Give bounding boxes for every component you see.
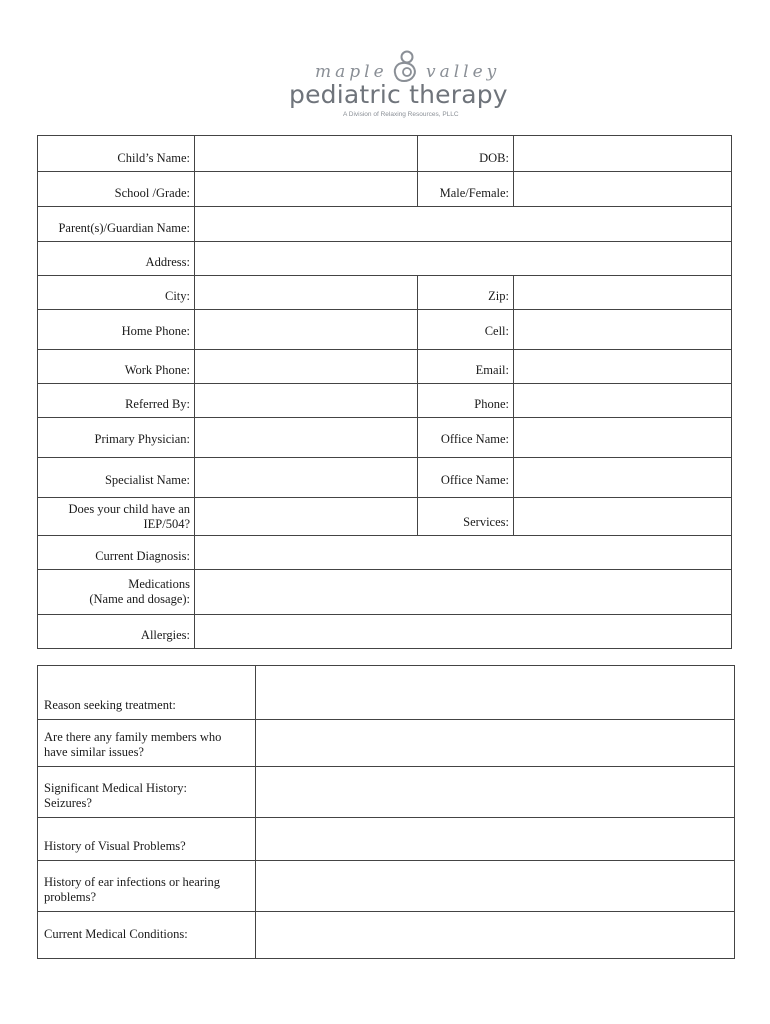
current-diagnosis-field[interactable] — [195, 536, 732, 570]
office-name-label: Office Name: — [418, 418, 514, 458]
phone-label: Phone: — [418, 384, 514, 418]
school-grade-label: School /Grade: — [38, 172, 195, 207]
services-label: Services: — [418, 498, 514, 536]
family-label-line1: Are there any family members who — [44, 730, 222, 744]
logo-word-maple: maple — [315, 62, 388, 82]
cell-field[interactable] — [514, 310, 732, 350]
medical-label-line1: Significant Medical History: — [44, 781, 188, 795]
row-home-phone — [38, 310, 732, 350]
medications-field[interactable] — [195, 570, 732, 615]
medications-label-line1: Medications — [128, 577, 190, 591]
ear-label-line2: problems? — [44, 890, 97, 904]
email-field[interactable] — [514, 350, 732, 384]
ear-infections-field[interactable] — [256, 861, 735, 912]
dob-label: DOB: — [418, 136, 514, 172]
male-female-field[interactable] — [514, 172, 732, 207]
row-work-phone — [38, 350, 732, 384]
division-line: A Division of Relaxing Resources, PLLC — [343, 111, 459, 118]
visual-problems-label: History of Visual Problems? — [38, 818, 256, 861]
cell-label: Cell: — [418, 310, 514, 350]
specialist-office-name-field[interactable] — [514, 458, 732, 498]
current-diagnosis-label: Current Diagnosis: — [38, 536, 195, 570]
iep-label-line1: Does your child have an — [68, 501, 190, 516]
address-field[interactable] — [195, 242, 732, 276]
ear-label-line1: History of ear infections or hearing — [44, 875, 220, 889]
specialist-name-label: Specialist Name: — [38, 458, 195, 498]
row-address — [38, 242, 732, 276]
row-specialist — [38, 458, 732, 498]
family-members-field[interactable] — [256, 720, 735, 767]
primary-physician-field[interactable] — [195, 418, 418, 458]
allergies-field[interactable] — [195, 615, 732, 649]
family-label-line2: have similar issues? — [44, 745, 144, 759]
iep-504-field[interactable] — [195, 498, 418, 536]
allergies-label: Allergies: — [38, 615, 195, 649]
services-field[interactable] — [514, 498, 732, 536]
row-allergies — [38, 615, 732, 649]
male-female-label: Male/Female: — [418, 172, 514, 207]
guardian-name-label: Parent(s)/Guardian Name: — [38, 207, 195, 242]
patient-info-table — [37, 135, 732, 649]
address-label: Address: — [38, 242, 195, 276]
guardian-name-field[interactable] — [195, 207, 732, 242]
clinic-logo — [285, 48, 525, 120]
home-phone-field[interactable] — [195, 310, 418, 350]
row-conditions — [38, 912, 735, 959]
referred-by-label: Referred By: — [38, 384, 195, 418]
medications-label — [38, 570, 195, 615]
family-members-label — [38, 720, 256, 767]
row-school — [38, 172, 732, 207]
work-phone-field[interactable] — [195, 350, 418, 384]
office-name-field[interactable] — [514, 418, 732, 458]
row-iep — [38, 498, 732, 536]
iep-label-line2: IEP/504? — [143, 516, 190, 531]
city-field[interactable] — [195, 276, 418, 310]
reason-label: Reason seeking treatment: — [38, 666, 256, 720]
row-reason — [38, 666, 735, 720]
medical-history-field[interactable] — [256, 767, 735, 818]
specialist-office-name-label: Office Name: — [418, 458, 514, 498]
primary-physician-label: Primary Physician: — [38, 418, 195, 458]
mother-child-icon — [390, 50, 422, 84]
row-visual — [38, 818, 735, 861]
row-referred-by — [38, 384, 732, 418]
specialist-name-field[interactable] — [195, 458, 418, 498]
row-medical-history — [38, 767, 735, 818]
medications-label-line2: (Name and dosage): — [89, 592, 190, 606]
referred-by-field[interactable] — [195, 384, 418, 418]
dob-field[interactable] — [514, 136, 732, 172]
current-conditions-field[interactable] — [256, 912, 735, 959]
school-grade-field[interactable] — [195, 172, 418, 207]
reason-field[interactable] — [256, 666, 735, 720]
brand-name: pediatric therapy — [289, 80, 508, 109]
medical-history-table — [37, 665, 735, 959]
home-phone-label: Home Phone: — [38, 310, 195, 350]
row-medications — [38, 570, 732, 615]
iep-504-label — [38, 498, 195, 536]
row-primary-physician — [38, 418, 732, 458]
logo-word-valley: valley — [426, 62, 501, 82]
row-childs-name — [38, 136, 732, 172]
childs-name-label: Child’s Name: — [38, 136, 195, 172]
medical-history-label — [38, 767, 256, 818]
row-family — [38, 720, 735, 767]
current-conditions-label: Current Medical Conditions: — [38, 912, 256, 959]
zip-label: Zip: — [418, 276, 514, 310]
zip-field[interactable] — [514, 276, 732, 310]
row-guardian — [38, 207, 732, 242]
row-diagnosis — [38, 536, 732, 570]
visual-problems-field[interactable] — [256, 818, 735, 861]
medical-label-line2: Seizures? — [44, 796, 92, 810]
ear-infections-label — [38, 861, 256, 912]
childs-name-field[interactable] — [195, 136, 418, 172]
work-phone-label: Work Phone: — [38, 350, 195, 384]
email-label: Email: — [418, 350, 514, 384]
phone-field[interactable] — [514, 384, 732, 418]
city-label: City: — [38, 276, 195, 310]
row-ear — [38, 861, 735, 912]
row-city — [38, 276, 732, 310]
